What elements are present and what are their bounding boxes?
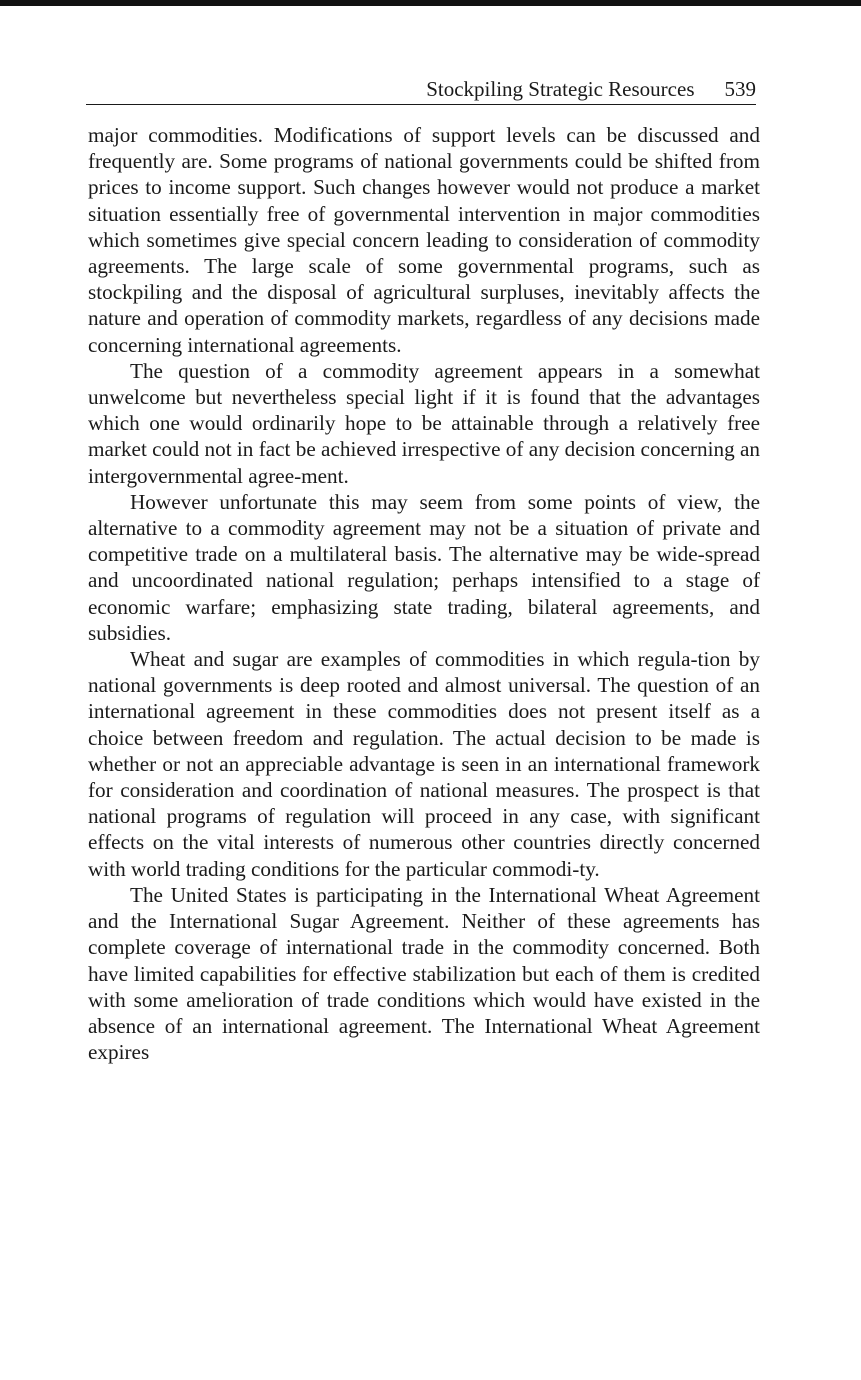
page-number: 539 [724, 77, 756, 101]
paragraph: The United States is participating in the International Wheat Agreement and the International Sugar Agreement. Neither of these agreements has complete coverage of international trade in the commodity concerned. Both have limited capabilities for effective stabilization but each of them is credited with some amelioration of trade conditions which would have existed in the absence of an international agreement. The International Wheat Agreement expires [88, 882, 760, 1065]
running-head-title: Stockpiling Strategic Resources [426, 77, 695, 101]
paragraph: Wheat and sugar are examples of commodities in which regula-tion by national governments is deep rooted and almost universal. The question of an international agreement in these commodities does not present itself as a choice between freedom and regulation. The actual decision to be made is whether or not an appreciable advantage is seen in an international framework for consideration and coordination of national measures. The prospect is that national programs of regulation will proceed in any case, with significant effects on the vital interests of numerous other countries directly concerned with world trading conditions for the particular commodi-ty. [88, 647, 760, 881]
running-head [86, 74, 756, 105]
paragraph-continued: major commodities. Modifications of support levels can be discussed and frequently are. Some programs of national governments could be shifted from prices to income support. Such changes however would not produce a market situation essentially free of governmental intervention in major commodities which sometimes give special concern leading to consideration of commodity agreements. The large scale of some governmental programs, such as stockpiling and the disposal of agricultural surpluses, inevitably affects the nature and operation of commodity markets, regardless of any decisions made concerning international agreements. [88, 123, 760, 357]
scan-edge-bar [0, 0, 861, 6]
paragraph: However unfortunate this may seem from some points of view, the alternative to a commodity agreement may not be a situation of private and competitive trade on a multilateral basis. The alternative may be wide-spread and uncoordinated national regulation; perhaps intensified to a stage of economic warfare; emphasizing state trading, bilateral agreements, and subsidies. [88, 489, 760, 645]
body-text [88, 122, 760, 1065]
paragraph: The question of a commodity agreement appears in a somewhat unwelcome but nevertheless special light if it is found that the advantages which one would ordinarily hope to be attainable through a relatively free market could not in fact be achieved irrespective of any decision concerning an intergovernmental agree-ment. [88, 358, 760, 488]
